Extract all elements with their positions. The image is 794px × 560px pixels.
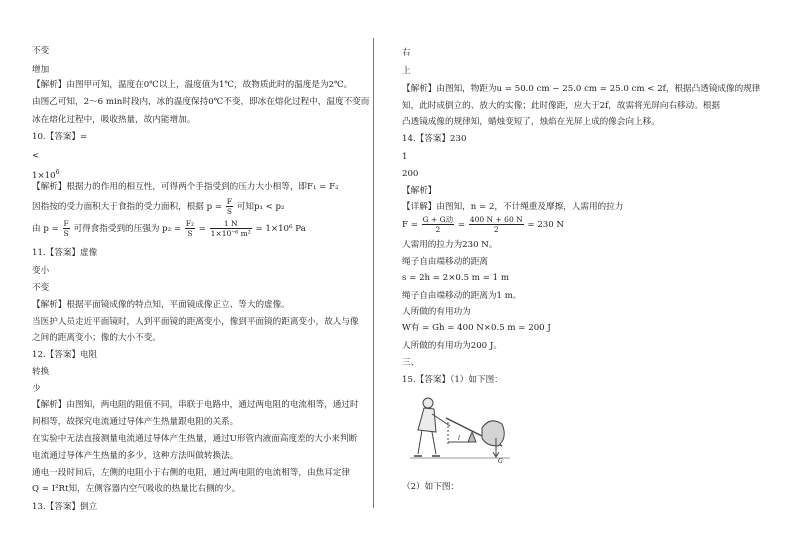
lever-figure xyxy=(410,394,510,466)
answer-line: 右 xyxy=(402,48,411,58)
analysis-line: 人所做的有用功为 xyxy=(402,307,471,317)
question-11-answer: 11.【答案】虚像 xyxy=(32,248,98,258)
analysis-line: 知，此时成倒立的、放大的实像；此时像距，应大于2f，故需将光屏向右移动。根据 xyxy=(402,101,721,111)
numerator: G + G动 xyxy=(422,215,454,224)
denominator: S xyxy=(187,229,193,238)
answer-line: 不变 xyxy=(32,46,50,56)
denominator: 2 xyxy=(493,225,499,234)
fraction xyxy=(226,197,233,216)
fulcrum-triangle xyxy=(468,432,476,442)
analysis-line: 电流通过导体产生热量的多少，这种方法叫做转换法。 xyxy=(32,451,239,461)
fraction xyxy=(210,219,252,238)
numerator: 400 N + 60 N xyxy=(469,215,523,224)
arm-label: l xyxy=(458,435,460,442)
answer-exponent: 6 xyxy=(55,169,60,176)
formula-line: W有 = Gh = 400 N×0.5 m = 200 J xyxy=(402,323,551,333)
formula-text: 可得食指受到的压强为 xyxy=(73,224,160,234)
question-12-answer: 12.【答案】电阻 xyxy=(32,350,98,360)
gravity-label: G xyxy=(498,458,503,465)
analysis-line: 【解析】根据力的作用的相互性，可得两个手指受到的压力大小相等，即F₁ = F₂ xyxy=(32,182,339,192)
formula-text: 因指按的受力面积大于食指的受力面积，根据 xyxy=(32,202,204,212)
formula-text: p = xyxy=(206,202,223,212)
answer-line: 不变 xyxy=(32,283,50,293)
section-heading: 三、 xyxy=(402,358,420,368)
denominator: S xyxy=(226,207,232,216)
formula-text: p₂ = xyxy=(162,224,182,234)
answer-line: 200 xyxy=(402,169,419,179)
analysis-line: 凸透镜成像的规律知，蜡烛变短了，烛焰在光屏上成的像会向上移。 xyxy=(402,117,660,127)
analysis-line: 【解析】由图甲可知，温度在0℃以上，温度值为1℃，故物质此时的温度是为2℃。 xyxy=(32,80,353,90)
analysis-line: 间相等，故探究电流通过导体产生热量跟电阻的关系。 xyxy=(32,417,239,427)
analysis-line: 人需用的拉力为230 N。 xyxy=(402,240,498,250)
answer-line: 少 xyxy=(32,384,41,394)
numerator: F xyxy=(63,219,69,228)
denominator: S xyxy=(63,229,69,238)
answer-line: （2）如下图： xyxy=(402,482,460,492)
analysis-line: 之间的距离变小；像的大小不变。 xyxy=(32,333,161,343)
question-13-answer: 13.【答案】倒立 xyxy=(32,502,98,512)
formula-text: = 1×10⁶ Pa xyxy=(255,224,306,234)
answer-line: 变小 xyxy=(32,266,50,276)
answer-line: 1 xyxy=(402,152,408,162)
answer-line xyxy=(32,167,59,182)
fraction xyxy=(422,215,455,234)
analysis-line: 【解析】由图知，物距为u = 50.0 cm − 25.0 cm = 25.0 cm < 2f，根据凸透镜成像的规律 xyxy=(402,84,761,94)
numerator: F xyxy=(226,197,233,206)
formula-line xyxy=(32,219,306,238)
analysis-line: 通电一段时间后，左侧的电阻小于右侧的电阻，通过两电阻的电流相等，由焦耳定律 xyxy=(32,468,350,478)
denominator: 2 xyxy=(435,225,441,234)
formula-line xyxy=(32,197,285,216)
analysis-line: 【解析】根据平面镜成像的特点知，平面镜成像正立、等大的虚像。 xyxy=(32,300,290,310)
formula-line xyxy=(402,215,564,234)
formula-text: p = xyxy=(43,224,59,234)
formula-line: s = 2h = 2×0.5 m = 1 m xyxy=(402,273,509,283)
analysis-line: 【解析】由图知，两电阻的阻值不同，串联于电路中，通过两电阻的电流相等，通过时 xyxy=(32,400,359,410)
column-divider xyxy=(373,38,374,508)
analysis-line: 在实验中无法直接测量电流通过导体产生热量，通过U形管内液面高度差的大小来判断 xyxy=(32,434,358,444)
answer-line: 增加 xyxy=(32,65,50,75)
analysis-line: 绳子自由端移动的距离 xyxy=(402,257,488,267)
answer-line: < xyxy=(32,151,40,161)
person-body xyxy=(418,408,436,432)
analysis-line: 【详解】由图知，n = 2，不计绳重及摩擦，人需用的拉力 xyxy=(402,202,624,212)
fraction xyxy=(185,219,195,238)
formula-text: = xyxy=(457,220,466,230)
fraction xyxy=(469,215,524,234)
question-14-answer: 14.【答案】230 xyxy=(402,134,467,144)
formula-text: 由 xyxy=(32,224,41,234)
fraction xyxy=(63,219,70,238)
numerator: 1 N xyxy=(210,219,252,229)
stone-shape xyxy=(482,421,504,446)
analysis-line: 绳子自由端移动的距离为1 m。 xyxy=(402,291,522,301)
denominator: 1×10⁻⁶ m² xyxy=(210,229,251,238)
analysis-line: 人所做的有用功为200 J。 xyxy=(402,341,502,351)
analysis-line: 由图乙可知，2～6 min时段内，冰的温度保持0℃不变，即冰在熔化过程中，温度不变而 xyxy=(32,97,370,107)
analysis-line: 当医护人员走近平面镜时，人到平面镜的距离变小，像到平面镜的距离变小，故人与像 xyxy=(32,317,359,327)
analysis-heading: 【解析】 xyxy=(402,186,437,196)
formula-text: 可知p₁ < p₂ xyxy=(236,202,285,212)
person-legs xyxy=(418,430,436,454)
formula-text: = xyxy=(198,224,206,234)
analysis-line: 冰在熔化过程中，吸收热量，故内能增加。 xyxy=(32,115,196,125)
analysis-line: Q = I²Rt知，左侧容器内空气吸收的热量比右侧的少。 xyxy=(32,484,241,494)
question-10-answer: 10.【答案】= xyxy=(32,132,88,142)
answer-line: 上 xyxy=(402,66,411,76)
numerator: F₂ xyxy=(185,219,194,228)
person-head xyxy=(423,398,433,408)
formula-text: F = xyxy=(402,220,418,230)
question-15-answer: 15.【答案】（1）如下图： xyxy=(402,375,503,385)
answer-line: 转换 xyxy=(32,367,50,377)
formula-text: = 230 N xyxy=(527,220,564,230)
answer-base: 1×10 xyxy=(32,171,56,181)
